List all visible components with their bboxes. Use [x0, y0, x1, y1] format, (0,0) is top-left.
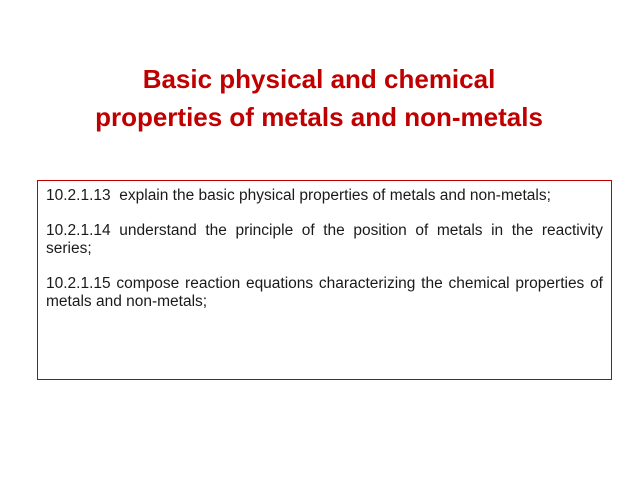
title-line-1: Basic physical and chemical	[142, 64, 496, 94]
title-line-2: properties of metals and non-metals	[95, 102, 543, 132]
objective-item-2: 10.2.1.14 understand the principle of the position of metals in the reactivity series;	[46, 222, 608, 257]
objective-item-1: 10.2.1.13 explain the basic physical properties of metals and non-metals;	[46, 187, 551, 204]
slide-title	[20, 60, 618, 136]
learning-objectives-box	[37, 180, 612, 380]
objective-item-3: 10.2.1.15 compose reaction equations characterizing the chemical properties of metals and non-metals;	[46, 275, 608, 310]
